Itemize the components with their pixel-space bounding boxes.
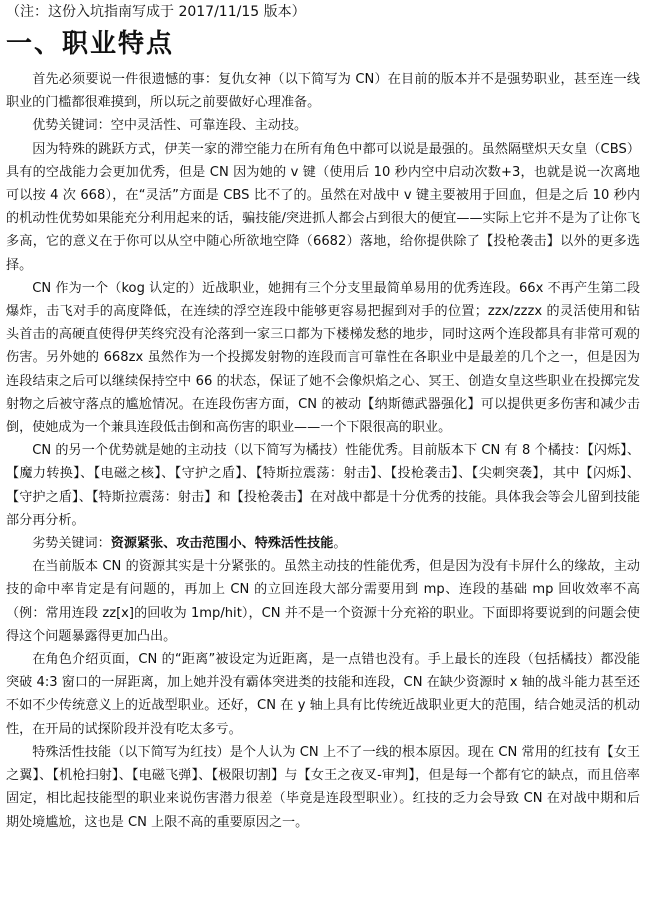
weakness-prefix: 劣势关键词：	[32, 536, 111, 552]
paragraph-range: 在角色介绍页面，CN 的“距离”被设定为近距离，是一点错也没有。手上最长的连段（包括橘技）都没能突破 4:3 窗口的一屏距离，加上她并没有霸体突进类的技能和连段，CN 在缺少资源时 x 轴的战斗能力甚至还不如不少传统意义上的近战型职业。还好，CN 在 y 轴上具有比传统近战职业更大的范围，结合她灵活的机动性，在开局的试探阶段并没有吃太多亏。	[6, 652, 640, 737]
paragraph-resources: 在当前版本 CN 的资源其实是十分紧张的。虽然主动技的性能优秀，但是因为没有卡屏什么的缘故，主动技的命中率肯定是有问题的，再加上 CN 的立回连段大部分需要用到 mp、连段的基础 mp 回收效率不高（例：常用连段 zz[x]的回收为 1mp/hit），CN 并不是一个资源十分充裕的职业。下面即将要说到的问题会使得这个问题暴露得更加凸出。	[6, 559, 640, 644]
paragraph-strength-keywords: 优势关键词：空中灵活性、可靠连段、主动技。	[32, 118, 308, 134]
paragraph-weakness-keywords	[6, 532, 640, 555]
section-heading: 一、职业特点	[6, 29, 175, 59]
weakness-keywords: 资源紧张、攻击范围小、特殊活性技能	[110, 536, 334, 552]
paragraph-combos: CN 作为一个（kog 认定的）近战职业，她拥有三个分支里最简单易用的优秀连段。66x 不再产生第二段爆炸，击飞对手的高度降低，在连续的浮空连段中能够更容易把握到对手的位置；zzx/zzzx 的灵活使用和钻头首击的高硬直使得伊芙终究没有沦落到一家三口都为下楼梯发愁的地步，同时这两个连段都具有非常可观的伤害。另外她的 668zx 虽然作为一个投掷发射物的连段而言可靠性在各职业中是最差的几个之一，但是因为连段结束之后可以继续保持空中 66 的状态，保证了她不会像炽焰之心、冥王、创造女皇这些职业在投掷完发射物之后被守落点的尴尬情况。在连段伤害方面，CN 的被动【纳斯德武器强化】可以提供更多伤害和减少击倒，使她成为一个兼具连段低击倒和高伤害的职业——一个下限很高的职业。	[6, 280, 640, 436]
paragraph-intro: 首先必须要说一件很遗憾的事：复仇女神（以下简写为 CN）在目前的版本并不是强势职业，甚至连一线职业的门槛都很难摸到，所以玩之前要做好心理准备。	[6, 72, 640, 111]
paragraph-special-skills: 特殊活性技能（以下简写为红技）是个人认为 CN 上不了一线的根本原因。现在 CN 常用的红技有【女王之翼】、【机枪扫射】、【电磁飞弹】、【极限切割】与【女王之夜叉-审判】，但是每一个都有它的缺点，而且倍率固定，相比起技能型的职业来说伤害潜力很差（毕竟是连段型职业）。红技的乏力会导致 CN 在对战中期和后期处境尴尬，这也是 CN 上限不高的重要原因之一。	[6, 744, 640, 830]
paragraph-air-mobility: 因为特殊的跳跃方式，伊芙一家的滞空能力在所有角色中都可以说是最强的。虽然隔壁炽天女皇（CBS）具有的空战能力会更加优秀，但是 CN 因为她的 v 键（使用后 10 秒内空中启动次数+3，也就是说一次离地可以按 4 次 668），在“灵活”方面是 CBS 比不了的。虽然在对战中 v 键主要被用于回血，但是之后 10 秒内的机动性优势如果能充分利用起来的话，骗技能/突进抓人都会占到很大的便宜——实际上它并不是为了让你飞多高，它的意义在于你可以从空中随心所欲地空降（6682）落地，给你提供除了【投枪袭击】以外的更多选择。	[6, 141, 640, 273]
paragraph-active-skills: CN 的另一个优势就是她的主动技（以下简写为橘技）性能优秀。目前版本下 CN 有 8 个橘技：【闪烁】、【魔力转换】、【电磁之核】、【守护之盾】、【特斯拉震荡：射击】、【投枪袭击】、【尖刺突袭】，其中【闪烁】、【守护之盾】、【特斯拉震荡：射击】和【投枪袭击】在对战中都是十分优秀的技能。具体我会等会儿留到技能部分再分析。	[6, 443, 640, 528]
version-note: （注：这份入坑指南写成于 2017/11/15 版本）	[6, 4, 306, 20]
weakness-suffix: 。	[333, 536, 347, 552]
